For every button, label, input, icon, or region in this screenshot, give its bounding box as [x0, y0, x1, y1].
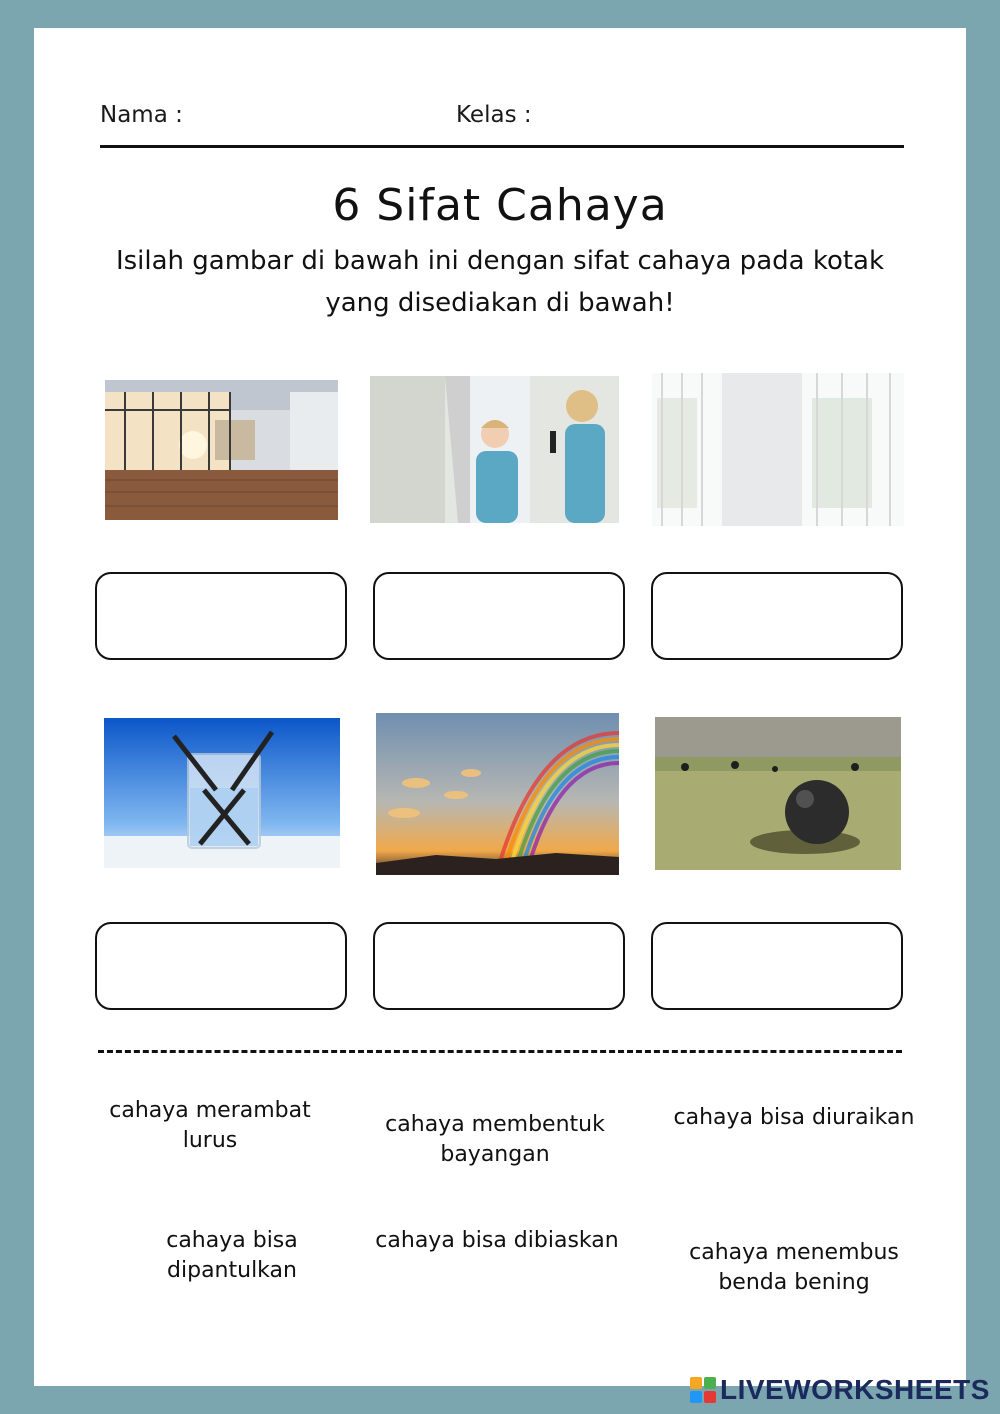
answer-box-1[interactable]: [95, 572, 347, 660]
brand-name: LIVEWORKSHEETS: [720, 1374, 990, 1405]
class-label: Kelas :: [456, 102, 532, 128]
header-divider: [100, 145, 904, 148]
ball-shadow-on-grass-image: [655, 717, 901, 870]
window-curtains-image: [652, 373, 904, 526]
option-card[interactable]: cahaya membentuk bayangan: [385, 1112, 605, 1167]
instruction-text: Isilah gambar di bawah ini dengan sifat cahaya pada kotak yang disediakan di bawah!: [115, 246, 885, 318]
answer-box-5[interactable]: [373, 922, 625, 1010]
option-card[interactable]: cahaya merambat lurus: [109, 1098, 311, 1153]
straws-in-water-glass-image: [104, 718, 340, 868]
answer-box-4[interactable]: [95, 922, 347, 1010]
option-card[interactable]: cahaya menembus benda bening: [689, 1240, 899, 1295]
liveworksheets-icon: [690, 1377, 716, 1403]
page-title: 6 Sifat Cahaya: [332, 180, 668, 231]
answer-box-2[interactable]: [373, 572, 625, 660]
girl-at-mirror-image: [370, 376, 619, 523]
liveworksheets-logo: [690, 1375, 990, 1405]
option-card[interactable]: cahaya bisa diuraikan: [673, 1105, 915, 1130]
answer-box-3[interactable]: [651, 572, 903, 660]
rainbow-sunset-image: [376, 713, 619, 875]
name-label: Nama :: [100, 102, 183, 128]
cut-line-divider: [98, 1050, 902, 1053]
answer-box-6[interactable]: [651, 922, 903, 1010]
option-card[interactable]: cahaya bisa dibiaskan: [375, 1228, 619, 1253]
room-with-sunlight-image: [105, 380, 338, 520]
worksheet-page: [34, 28, 966, 1386]
option-card[interactable]: cahaya bisa dipantulkan: [166, 1228, 298, 1283]
